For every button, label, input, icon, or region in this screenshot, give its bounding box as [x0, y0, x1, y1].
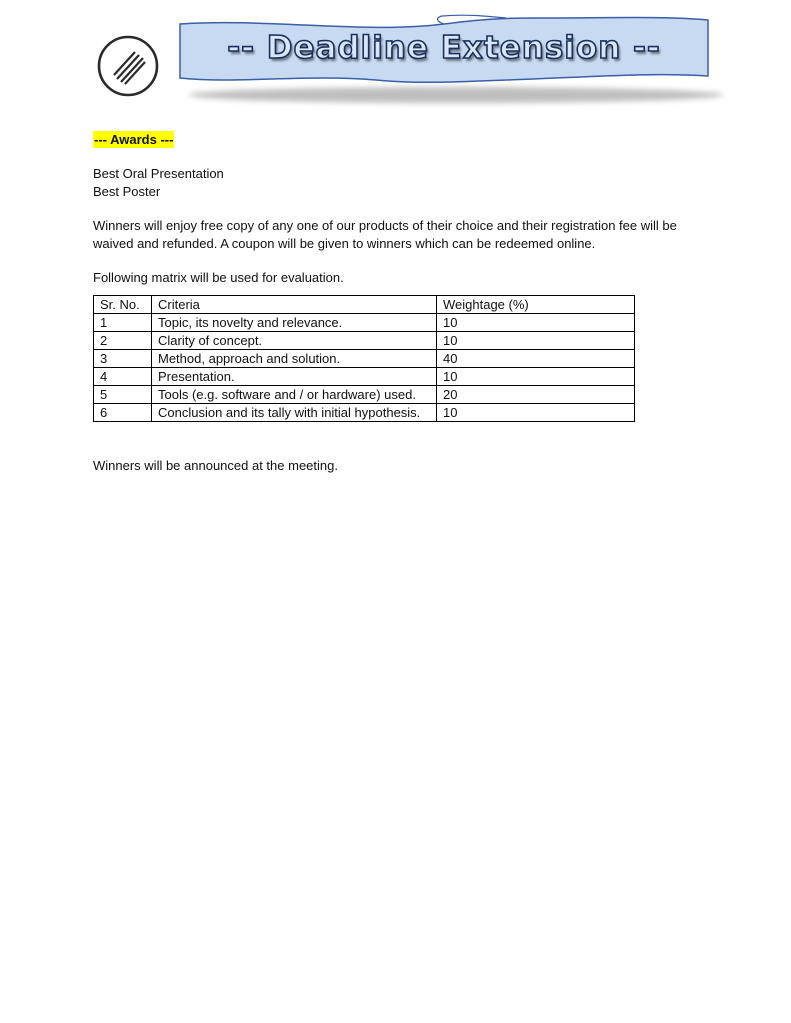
- closing-note: Winners will be announced at the meeting.: [93, 458, 338, 474]
- table-row: [94, 404, 635, 422]
- cell-weightage: 40: [437, 350, 635, 368]
- awards-heading: --- Awards ---: [94, 132, 174, 147]
- cell-criteria: Conclusion and its tally with initial hypothesis.: [152, 404, 437, 422]
- column-header-sr-no: Sr. No.: [94, 296, 152, 314]
- table-row: [94, 314, 635, 332]
- award-item: Best Poster: [93, 183, 161, 199]
- cell-criteria: Clarity of concept.: [152, 332, 437, 350]
- award-item: Best Oral Presentation: [93, 166, 224, 182]
- column-header-weightage: Weightage (%): [437, 296, 635, 314]
- document-body: [93, 131, 693, 475]
- cell-sr-no: 1: [94, 314, 152, 332]
- awards-description: Winners will enjoy free copy of any one of our products of their choice and their registration fee will be waived and refunded. A coupon will be given to winners which can be redeemed online.: [93, 218, 677, 251]
- cell-criteria: Topic, its novelty and relevance.: [152, 314, 437, 332]
- cell-criteria: Presentation.: [152, 368, 437, 386]
- cell-weightage: 10: [437, 368, 635, 386]
- table-row: [94, 386, 635, 404]
- cell-criteria: Tools (e.g. software and / or hardware) used.: [152, 386, 437, 404]
- banner-title: -- Deadline Extension --: [227, 30, 661, 66]
- table-row: [94, 350, 635, 368]
- hatched-circle-logo-icon: [97, 35, 159, 97]
- cell-sr-no: 2: [94, 332, 152, 350]
- table-row: [94, 332, 635, 350]
- cell-sr-no: 3: [94, 350, 152, 368]
- evaluation-matrix-table: [93, 295, 635, 422]
- cell-weightage: 10: [437, 314, 635, 332]
- table-row: [94, 368, 635, 386]
- matrix-intro: Following matrix will be used for evaluation.: [93, 270, 344, 286]
- cell-weightage: 10: [437, 404, 635, 422]
- cell-weightage: 10: [437, 332, 635, 350]
- table-header-row: [94, 296, 635, 314]
- cell-sr-no: 4: [94, 368, 152, 386]
- column-header-criteria: Criteria: [152, 296, 437, 314]
- cell-criteria: Method, approach and solution.: [152, 350, 437, 368]
- cell-sr-no: 5: [94, 386, 152, 404]
- cell-sr-no: 6: [94, 404, 152, 422]
- cell-weightage: 20: [437, 386, 635, 404]
